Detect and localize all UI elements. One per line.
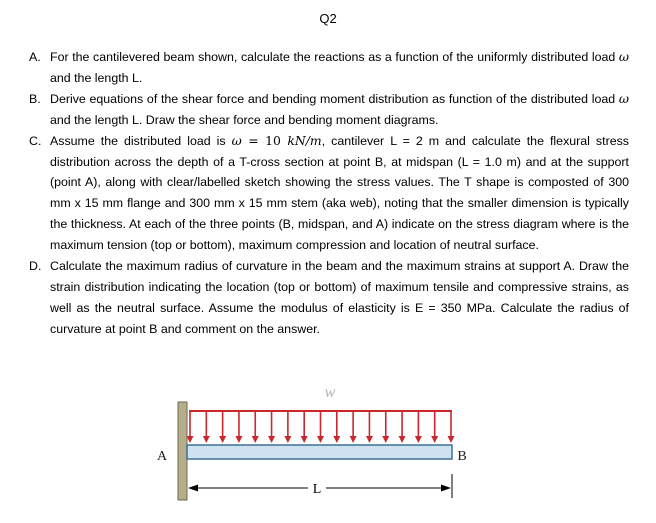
- page-title: Q2: [319, 11, 337, 26]
- load-arrows: [187, 411, 455, 443]
- load-arrow-head: [317, 436, 324, 443]
- fixed-support-wall: [178, 402, 187, 500]
- load-arrow-head: [268, 436, 275, 443]
- question-text: Calculate the maximum radius of curvature in the beam and the maximum strains at support A. Draw the strain distribution indicating the location (top or bottom) of maximum tensile and compressive strains, as well as the neutral surface. Assume the modulus of elasticity is E = 350 MPa. Calculate the radius of curvature at point B and comment on the answer.: [50, 259, 629, 336]
- load-arrow-head: [333, 436, 340, 443]
- load-arrow-head: [366, 436, 373, 443]
- question-letter: A.: [29, 50, 41, 64]
- load-label: w: [324, 384, 336, 401]
- load-arrow-head: [448, 436, 455, 443]
- load-arrow-head: [284, 436, 291, 443]
- load-equation: = 10: [241, 132, 288, 148]
- question-c: [29, 131, 629, 256]
- question-a: [29, 47, 629, 89]
- load-arrow-head: [399, 436, 406, 443]
- load-unit: kN/m: [287, 132, 322, 148]
- question-list: [29, 47, 629, 340]
- load-arrow-head: [187, 436, 194, 443]
- cantilever-beam-figure: [140, 378, 500, 518]
- load-arrow-head: [203, 436, 210, 443]
- question-text: and the length L.: [50, 70, 143, 85]
- load-arrow-head: [382, 436, 389, 443]
- omega-symbol: ω: [618, 90, 629, 106]
- load-arrow-head: [252, 436, 259, 443]
- free-end-b-label: B: [457, 449, 467, 464]
- omega-symbol: ω: [618, 49, 629, 64]
- question-letter: C.: [29, 133, 42, 148]
- dimension-arrowhead-right: [441, 485, 451, 492]
- question-text: and the length L. Draw the shear force and bending moment diagrams.: [50, 112, 439, 127]
- load-arrow-head: [415, 436, 422, 443]
- load-arrow-head: [219, 436, 226, 443]
- length-label: L: [312, 482, 322, 497]
- dimension-arrowhead-left: [188, 485, 198, 492]
- load-arrow-head: [350, 436, 357, 443]
- question-text: For the cantilevered beam shown, calculate the reactions as a function of the uniformly distributed load: [50, 50, 619, 64]
- question-letter: D.: [29, 259, 42, 274]
- omega-symbol: ω: [231, 132, 242, 148]
- beam: [187, 445, 452, 459]
- question-text: Assume the distributed load is: [50, 133, 232, 148]
- question-letter: B.: [29, 91, 41, 106]
- question-d: [29, 256, 629, 340]
- question-b: [29, 89, 629, 131]
- question-text: Derive equations of the shear force and bending moment distribution as function of the distributed load: [50, 91, 619, 106]
- question-text: , cantilever L = 2 m and calculate the flexural stress distribution across the depth of a T-cross section at point B, at midspan (L = 1.0 m) and at the support (point A), along with clear/labelled sketch showing the stress values. The T shape is composted of 300 mm x 15 mm flange and 300 mm x 15 mm stem (aka web), noting that the smaller dimension is typically the thickness. At each of the three points (B, midspan, and A) indicate on the stress diagram where is the maximum tension (top or bottom), maximum compression and location of neutral surface.: [50, 133, 629, 253]
- load-arrow-head: [301, 436, 308, 443]
- load-arrow-head: [235, 436, 242, 443]
- support-a-label: A: [156, 449, 168, 464]
- beam-diagram: [140, 378, 500, 518]
- load-arrow-head: [431, 436, 438, 443]
